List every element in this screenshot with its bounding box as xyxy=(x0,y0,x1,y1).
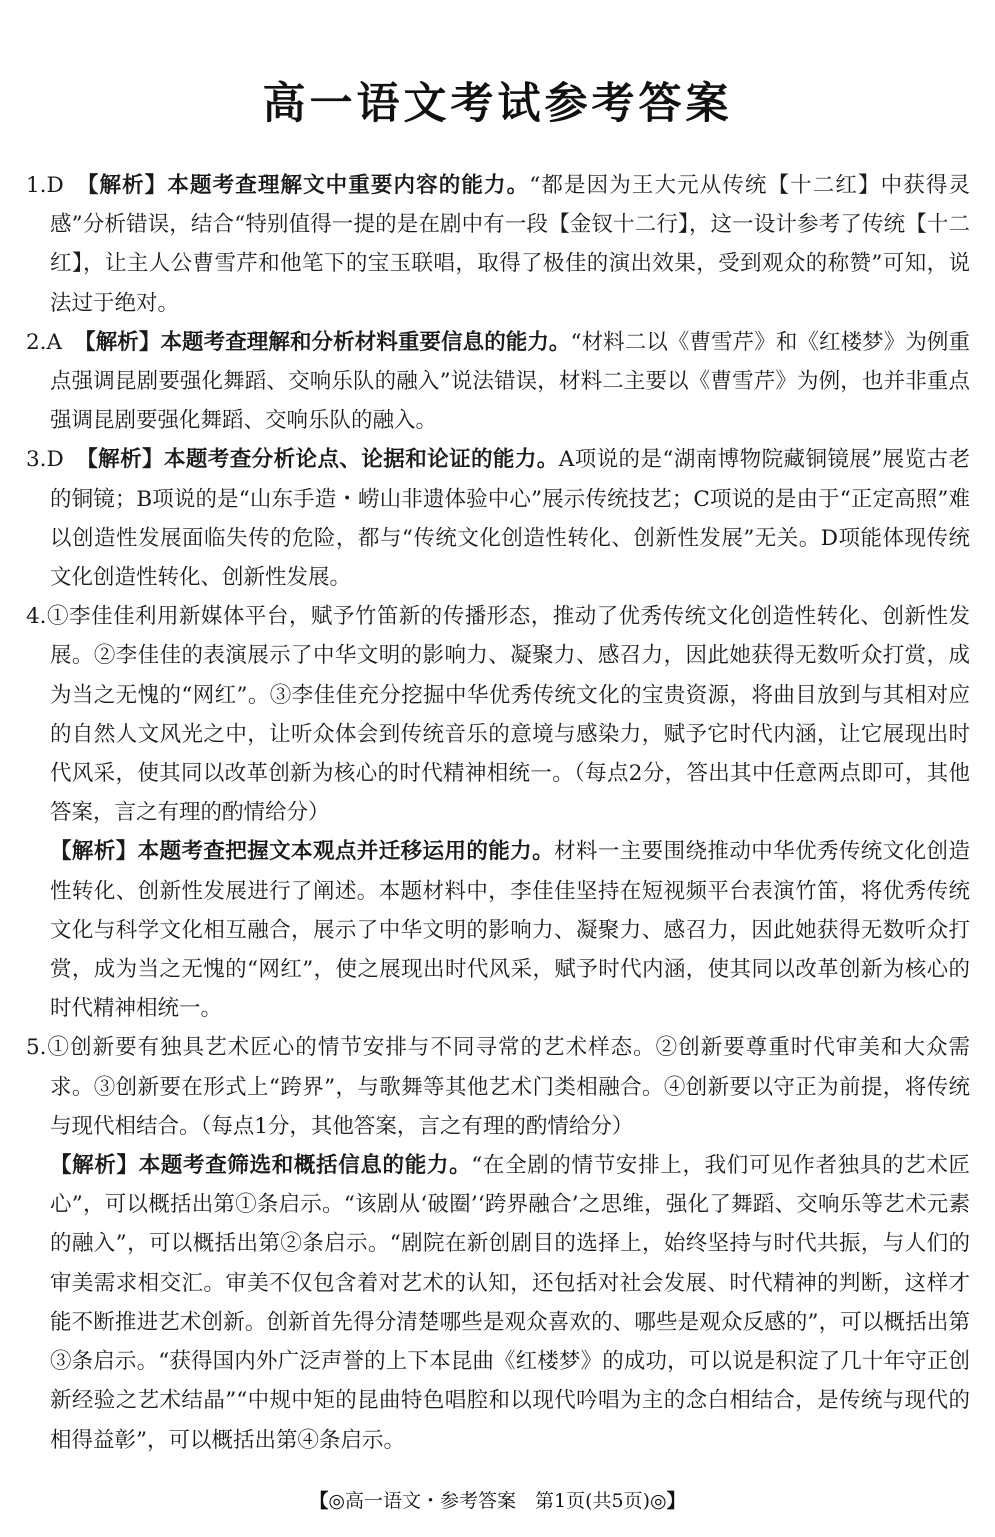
answer-item-3 xyxy=(26,440,970,597)
footer-text: 高一语文・参考答案 第1页(共5页) xyxy=(344,1490,650,1512)
item-answer: D xyxy=(46,447,64,473)
footer-right-bracket: ◎】 xyxy=(650,1490,686,1512)
analysis-lead: 本题考查把握文本观点并迁移运用的能力。 xyxy=(137,839,555,865)
answer-item-5 xyxy=(26,1028,970,1459)
answer-body: ①李佳佳利用新媒体平台，赋予竹笛新的传播形态，推动了优秀传统文化创造性转化、创新性发展。②李佳佳的表演展示了中华文明的影响力、凝聚力、感召力，因此她获得无数听众打赏，成为当之无愧的“网红”。③李佳佳充分挖掘中华优秀传统文化的宝贵资源，将曲目放到与其相对应的自然人文风光之中，让听众体会到传统音乐的意境与感染力，赋予它时代内涵，让它展现出时代风采，使其同以改革创新为核心的时代精神相统一。（每点2分，答出其中任意两点即可，其他答案，言之有理的酌情给分） xyxy=(46,604,970,826)
analysis-lead: 本题考查理解和分析材料重要信息的能力。 xyxy=(160,329,571,355)
answer-list xyxy=(26,166,970,1460)
analysis-block xyxy=(26,1146,970,1460)
answer-body: ①创新要有独具艺术匠心的情节安排与不同寻常的艺术样态。②创新要尊重时代审美和大众需求。③创新要在形式上“跨界”，与歌舞等其他艺术门类相融合。④创新要以守正为前提，将传统与现代相结合。（每点1分，其他答案，言之有理的酌情给分） xyxy=(46,1035,970,1139)
item-number: 5. xyxy=(26,1035,47,1061)
analysis-tag: 【解析】 xyxy=(74,329,161,355)
analysis-body: 材料一主要围绕推动中华优秀传统文化创造性转化、创新性发展进行了阐述。本题材料中，李佳佳坚持在短视频平台表演竹笛，将优秀传统文化与科学文化相互融合，展示了中华文明的影响力、凝聚力、感召力，因此她获得无数听众打赏，成为当之无愧的“网红”，使之展现出时代风采，赋予时代内涵，使其同以改革创新为核心的时代精神相统一。 xyxy=(50,839,970,1022)
analysis-lead: 本题考查理解文中重要内容的能力。 xyxy=(167,173,530,198)
page-footer xyxy=(0,1486,995,1513)
item-number: 1. xyxy=(26,173,47,198)
analysis-body: “都是因为王大元从传统【十二红】中获得灵感”分析错误，结合“特别值得一提的是在剧中有一段【金钗十二行】，这一设计参考了传统【十二红】，让主人公曹雪芹和他笔下的宝玉联唱，取得了极佳的演出效果，受到观众的称赞”可知，说法过于绝对。 xyxy=(50,173,970,316)
item-number: 3. xyxy=(26,447,47,473)
analysis-body: A项说的是“湖南博物院藏铜镜展”展览古老的铜镜；B项说的是“山东手造・崂山非遗体验中心”展示传统技艺；C项说的是由于“正定高照”难以创造性发展面临失传的危险，都与“传统文化创造性转化、创新性发展”无关。D项能体现传统文化创造性转化、创新性发展。 xyxy=(50,447,970,591)
answer-item-4 xyxy=(26,597,970,1028)
item-answer: A xyxy=(46,329,63,355)
answer-item-1 xyxy=(26,166,970,323)
analysis-tag: 【解析】 xyxy=(50,839,138,865)
analysis-block xyxy=(26,832,970,1028)
analysis-body: “材料二以《曹雪芹》和《红楼梦》为例重点强调昆剧要强化舞蹈、交响乐队的融入”说法错误，材料二主要以《曹雪芹》为例，也并非重点强调昆剧要强化舞蹈、交响乐队的融入。 xyxy=(50,329,970,434)
item-answer: D xyxy=(46,173,64,198)
analysis-tag: 【解析】 xyxy=(75,447,164,473)
analysis-lead: 本题考查分析论点、论据和论证的能力。 xyxy=(163,447,559,473)
analysis-tag: 【解析】 xyxy=(75,173,168,198)
analysis-tag: 【解析】 xyxy=(50,1153,139,1179)
item-number: 4. xyxy=(26,604,47,630)
analysis-body: “在全剧的情节安排上，我们可见作者独具的艺术匠心”，可以概括出第①条启示。“该剧从‘破圈’‘跨界融合’之思维，强化了舞蹈、交响乐等艺术元素的融入”，可以概括出第②条启示。“剧院在新创剧目的选择上，始终坚持与时代共振，与人们的审美需求相交汇。审美不仅包含着对艺术的认知，还包括对社会发展、时代精神的判断，这样才能不断推进艺术创新。创新首先得分清楚哪些是观众喜欢的、哪些是观众反感的”，可以概括出第③条启示。“获得国内外广泛声誉的上下本昆曲《红楼梦》的成功，可以说是积淀了几十年守正创新经验之艺术结晶”“中规中矩的昆曲特色唱腔和以现代吟唱为主的念白相结合，是传统与现代的相得益彰”，可以概括出第④条启示。 xyxy=(50,1153,970,1453)
footer-left-bracket: 【◎ xyxy=(309,1490,345,1512)
page-title: 高一语文考试参考答案 xyxy=(262,79,733,129)
analysis-lead: 本题考查筛选和概括信息的能力。 xyxy=(138,1153,472,1179)
item-number: 2. xyxy=(26,329,47,355)
answer-item-2 xyxy=(26,323,970,441)
